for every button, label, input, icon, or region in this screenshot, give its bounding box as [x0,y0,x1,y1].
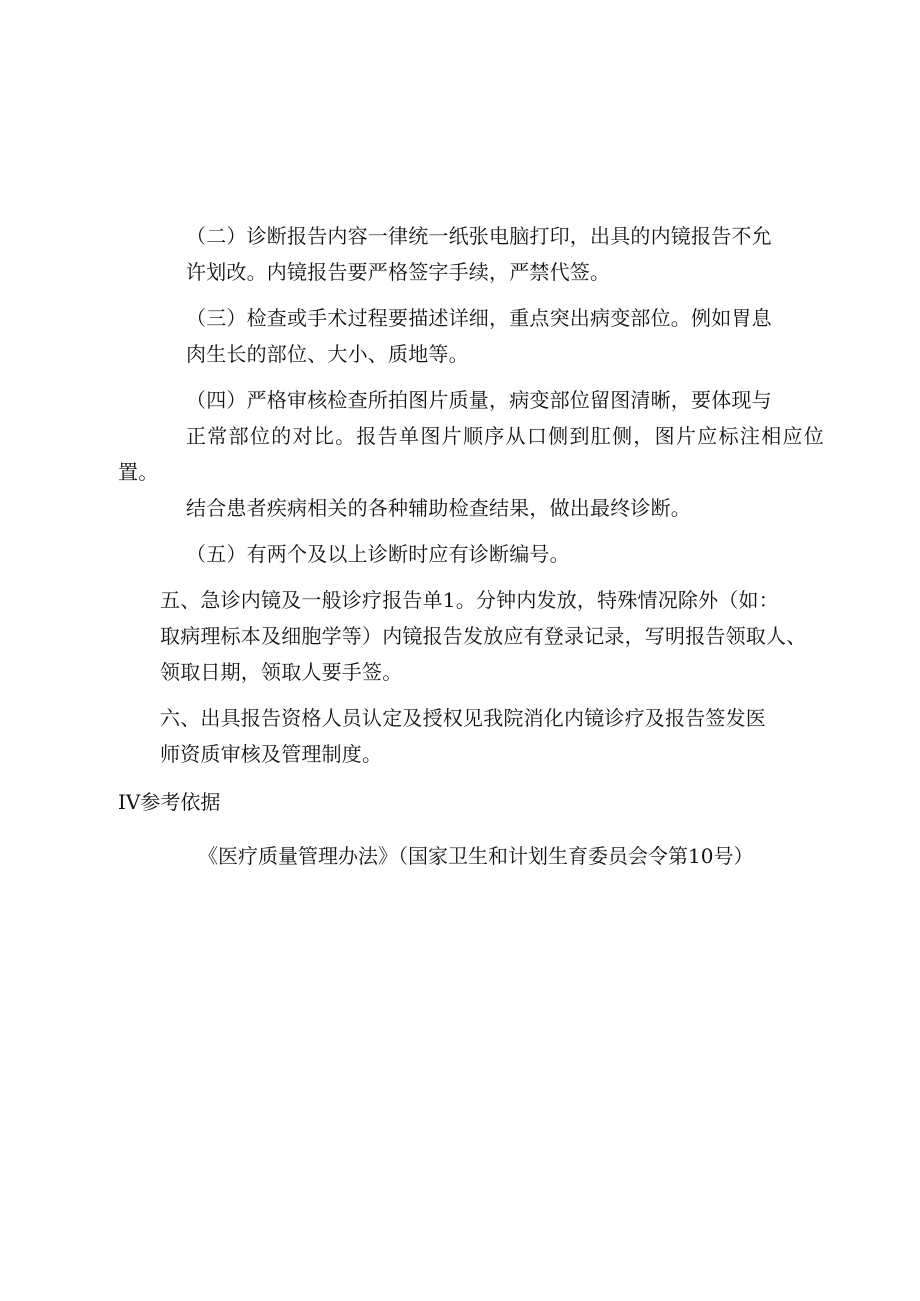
section-heading-references: IV参考依据 [118,790,221,814]
text-line: （二）诊断报告内容一律统一纸张电脑打印，出具的内镜报告不允 [186,224,772,248]
text-line: 许划改。内镜报告要严格签字手续，严禁代签。 [186,260,611,284]
section-5-paragraph [118,582,824,690]
text-line: （四）严格审核检查所拍图片质量，病变部位留图清晰，要体现与 [186,388,772,412]
paragraph-item-3 [118,300,824,372]
text-line: （五）有两个及以上诊断时应有诊断编号。 [186,542,570,566]
text-line: 肉生长的部位、大小、质地等。 [186,342,469,366]
text-line: 结合患者疾病相关的各种辅助检查结果，做出最终诊断。 [186,496,691,520]
text-line: 师资质审核及管理制度。 [160,742,383,766]
text-line: （三）检查或手术过程要描述详细，重点突出病变部位。例如胃息 [186,306,772,330]
text-line: 六、出具报告资格人员认定及授权见我院消化内镜诊疗及报告签发医 [160,706,766,730]
paragraph-item-5 [118,536,824,572]
reference-citation: 《医疗质量管理办法》（国家卫生和计划生育委员会令第10号） [198,844,754,868]
section-6-paragraph [118,700,824,772]
paragraph-item-2 [118,218,824,290]
text-line: 领取日期，领取人要手签。 [160,660,403,684]
paragraph-item-4 [118,382,824,526]
text-line: 五、急诊内镜及一般诊疗报告单1。分钟内发放，特殊情况除外（如： [160,588,779,612]
text-line: 正常部位的对比。报告单图片顺序从口侧到肛侧，图片应标注相应位置。 [118,424,824,484]
text-line: 取病理标本及细胞学等）内镜报告发放应有登录记录，写明报告领取人、 [160,624,807,648]
document-body [118,218,824,874]
